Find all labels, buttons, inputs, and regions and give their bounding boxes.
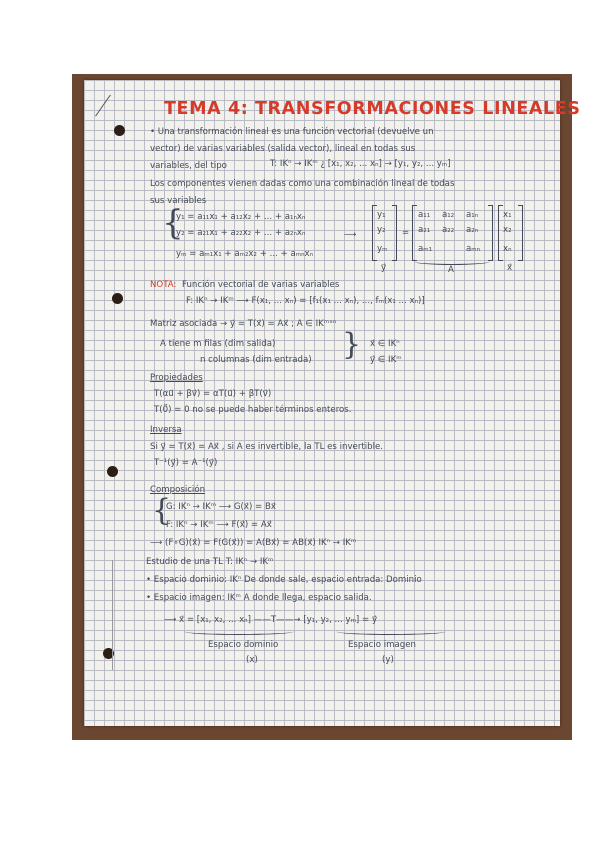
inversa-line-1: Si y⃗ = T(x⃗) = Ax⃗ , si A es invertible, la TL es invertible.: [150, 442, 383, 452]
propiedad-cero: T(0⃗) = 0 no se puede haber términos enteros.: [154, 405, 352, 415]
a-matrix-entry-m1: aₘ₁: [418, 244, 433, 254]
x-vector-label: x⃗: [507, 263, 513, 273]
label-espacio-dominio: Espacio dominio: [208, 640, 279, 650]
a-matrix-label: A: [448, 265, 454, 275]
x-in-kn: x⃗ ∈ IKⁿ: [370, 339, 400, 349]
columnas-note: n columnas (dim entrada): [200, 355, 312, 365]
y-vector-label: y⃗: [381, 263, 387, 273]
composicion-f: F: IKⁿ → IKᵐ ⟶ F(x⃗) = Ax⃗: [166, 520, 272, 530]
y-vector-bracket-right: [392, 205, 397, 261]
final-formula: ⟶ x⃗ = [x₁, x₂, ... xₙ] ——T——→ [y₁, y₂, ... yₘ] = y⃗: [164, 615, 378, 625]
x-vector-entry-1: x₁: [503, 210, 512, 220]
system-brace: {: [162, 203, 184, 243]
binder-hole-lower: [107, 466, 118, 477]
x-vector-entry-n: xₙ: [503, 244, 512, 254]
a-matrix-entry-21: a₂₁: [418, 225, 431, 235]
page-title: TEMA 4: TRANSFORMACIONES LINEALES: [164, 99, 581, 119]
espacio-imagen: • Espacio imagen: IKᵐ A donde llega, espacio salida.: [146, 593, 372, 603]
label-espacio-imagen: Espacio imagen: [348, 640, 416, 650]
matrix-arrow: ⟶: [344, 230, 357, 240]
matriz-asociada: Matriz asociada → y⃗ = T(x⃗) = Ax⃗ ; A ∈ IKᵐˣⁿ: [150, 319, 337, 329]
components-line-2: sus variables: [150, 196, 207, 206]
composicion-heading: Composición: [150, 485, 206, 495]
nota-formula: F: IKⁿ → IKᵐ ⟶ F(x₁, ... xₙ) = [f₁(x₁ ... xₙ), ..., fₘ(x₁ ... xₙ)]: [186, 296, 425, 306]
nota-label: NOTA:: [150, 280, 177, 290]
label-dominio-x: (x): [246, 655, 258, 665]
y-in-km: y⃗ ∈ IKᵐ: [370, 355, 402, 365]
y-vector-entry-1: y₁: [377, 210, 386, 220]
a-matrix-entry-1n: a₁ₙ: [466, 210, 479, 220]
a-matrix-entry-mn: aₘₙ: [466, 244, 481, 254]
intro-line-1: • Una transformación lineal es una función vectorial (devuelve un: [150, 127, 434, 137]
composicion-result: ⟶ (F∘G)(x⃗) = F(G(x⃗)) = A(Bx⃗) = AB(x⃗) IKⁿ → IKᵐ: [150, 538, 357, 548]
inversa-line-2: T⁻¹(y⃗) = A⁻¹(y⃗): [154, 458, 218, 468]
filas-note: A tiene m filas (dim salida): [160, 339, 276, 349]
propiedades-heading: Propiedades: [150, 373, 203, 383]
binder-hole-top: [114, 125, 125, 136]
nota-text: Función vectorial de varias variables: [182, 280, 340, 290]
a-matrix-entry-12: a₁₂: [442, 210, 455, 220]
a-matrix-entry-2n: a₂ₙ: [466, 225, 479, 235]
system-eq-m: yₘ = aₘ₁x₁ + aₘ₂x₂ + ... + aₘₙxₙ: [176, 249, 314, 259]
x-vector-bracket-right: [518, 205, 523, 261]
intro-formula: T: IKⁿ → IKᵐ ¿ [x₁, x₂, ... xₙ] → [y₁, y₂, ... yₘ]: [270, 159, 451, 169]
dominio-underbrace: [184, 628, 294, 635]
a-matrix-entry-22: a₂₂: [442, 225, 455, 235]
espacio-dominio: • Espacio dominio: IKⁿ De donde sale, espacio entrada: Dominio: [146, 575, 422, 585]
estudio-line: Estudio de una TL T: IKⁿ → IKᵐ: [146, 557, 274, 567]
system-eq-1: y₁ = a₁₁x₁ + a₁₂x₂ + ... + a₁ₙxₙ: [176, 212, 306, 222]
y-vector-entry-m: yₘ: [377, 244, 388, 254]
y-vector-entry-2: y₂: [377, 225, 386, 235]
intro-line-3: variables, del tipo: [150, 161, 227, 171]
components-line-1: Los componentes vienen dadas como una combinación lineal de todas: [150, 179, 455, 189]
intro-line-2: vector) de varias variables (salida vector), lineal en todas sus: [150, 144, 416, 154]
label-imagen-y: (y): [382, 655, 394, 665]
composicion-brace: {: [152, 493, 172, 528]
inversa-heading: Inversa: [150, 425, 182, 435]
grid-paper-sheet: [84, 80, 560, 726]
a-matrix-entry-11: a₁₁: [418, 210, 431, 220]
binder-hole-upper: [112, 293, 123, 304]
a-matrix-bracket-left: [412, 205, 417, 261]
dimension-brace: }: [342, 327, 362, 362]
a-matrix-underbrace: [414, 258, 490, 265]
system-eq-2: y₂ = a₂₁x₁ + a₂₂x₂ + ... + a₂ₙxₙ: [176, 228, 306, 238]
x-vector-entry-2: x₂: [503, 225, 512, 235]
composicion-g: G: IKⁿ → IKᵐ ⟶ G(x⃗) = Bx⃗: [166, 502, 276, 512]
margin-pencil-line: [112, 560, 113, 670]
a-matrix-bracket-right: [488, 205, 493, 261]
matrix-equals: =: [402, 228, 410, 238]
propiedad-linealidad: T(αu⃗ + βv⃗) = αT(u⃗) + βT(v⃗): [154, 389, 272, 399]
imagen-underbrace: [336, 628, 446, 635]
